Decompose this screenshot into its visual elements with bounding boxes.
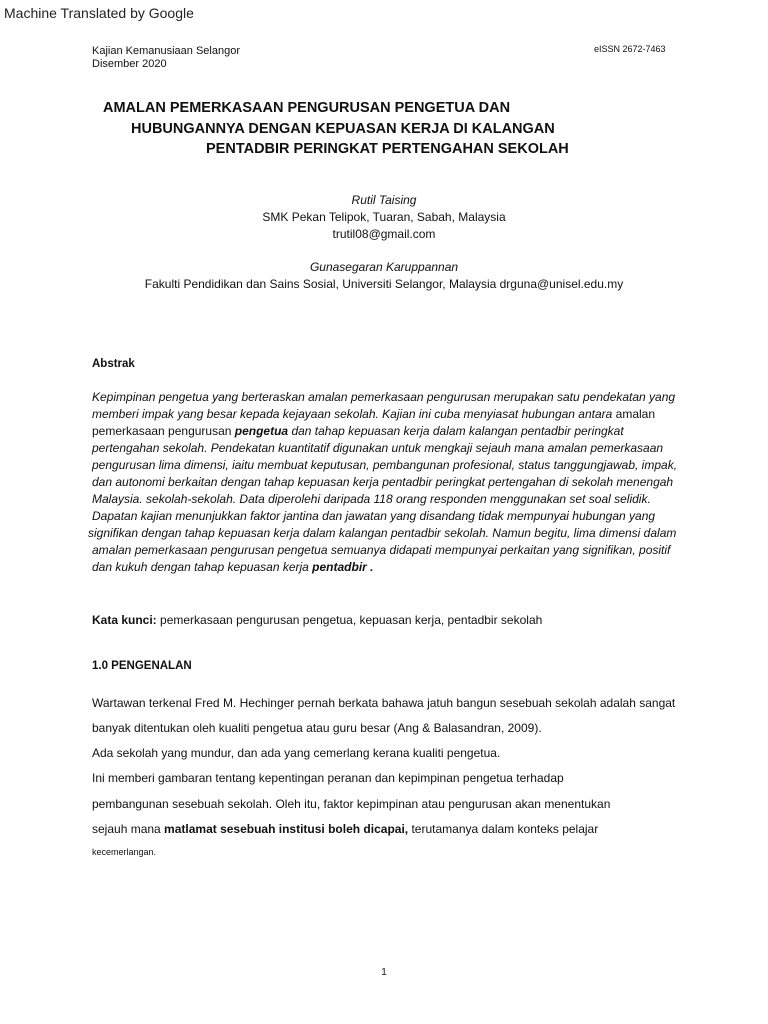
- body-line: sejauh mana matlamat sesebuah institusi boleh dicapai, terutamanya dalam konteks pelajar: [92, 822, 599, 836]
- journal-header: [92, 45, 240, 71]
- abstract-line: dan kukuh dengan tahap kepuasan kerja pentadbir .: [92, 560, 374, 574]
- abstract-line: amalan pemerkasaan pengurusan pengetua semuanya didapati mempunyai perkaitan yang signifikan, positif: [92, 543, 671, 557]
- issn-label: eISSN 2672-7463: [594, 44, 666, 54]
- body-line: Wartawan terkenal Fred M. Hechinger pernah berkata bahawa jatuh bangun sesebuah sekolah adalah sangat: [92, 696, 676, 710]
- author1-name: Rutil Taising: [351, 193, 417, 207]
- abstract-line: pengurusan lima dimensi, iaitu membuat keputusan, pembangunan profesional, status tanggungjawab, impak,: [92, 458, 678, 472]
- translation-banner: Machine Translated by Google: [4, 5, 194, 21]
- body-line: kecemerlangan.: [92, 847, 157, 857]
- abstract-line: Malaysia. sekolah-sekolah. Data diperolehi daripada 118 orang responden menggunakan set soal selidik.: [92, 492, 651, 506]
- abstract-emphasis: pentadbir: [312, 560, 367, 574]
- body-emphasis: matlamat sesebuah institusi boleh dicapai,: [164, 822, 409, 836]
- body-line: banyak ditentukan oleh kualiti pengetua atau guru besar (Ang & Balasandran, 2009).: [92, 721, 542, 735]
- paper-title-line-2: HUBUNGANNYA DENGAN KEPUASAN KERJA DI KALANGAN: [131, 121, 555, 137]
- author1-affiliation: SMK Pekan Telipok, Tuaran, Sabah, Malaysia: [262, 210, 506, 224]
- abstract-line: signifikan dengan tahap kepuasan kerja dalam kalangan pentadbir sekolah. Namun begitu, lima dimensi dalam: [88, 526, 677, 540]
- abstract-line: pemerkasaan pengurusan pengetua dan tahap kepuasan kerja dalam kalangan pentadbir peringkat: [92, 424, 624, 438]
- keywords-text: pemerkasaan pengurusan pengetua, kepuasan kerja, pentadbir sekolah: [156, 613, 543, 627]
- author2-name: Gunasegaran Karuppannan: [309, 260, 459, 274]
- abstract-line: dan autonomi berkaitan dengan tahap kepuasan kerja pentadbir peringkat pertengahan di sekolah menengah: [92, 475, 674, 489]
- author1-email: trutil08@gmail.com: [332, 227, 436, 241]
- abstract-line: memberi impak yang besar kepada kejayaan sekolah. Kajian ini cuba menyiasat hubungan antara amalan: [92, 407, 656, 421]
- body-line: pembangunan sesebuah sekolah. Oleh itu, faktor kepimpinan atau pengurusan akan menentukan: [92, 797, 611, 811]
- journal-name: Kajian Kemanusiaan Selangor: [92, 45, 240, 57]
- section-heading: 1.0 PENGENALAN: [92, 660, 192, 672]
- abstract-line: pertengahan sekolah. Pendekatan kuantitatif digunakan untuk mengkaji sejauh mana amalan pemerkasaan: [92, 441, 664, 455]
- keywords-label: Kata kunci:: [92, 613, 157, 627]
- journal-date: Disember 2020: [92, 58, 167, 70]
- abstract-line: Dapatan kajian menunjukkan faktor jantina dan jawatan yang disandang tidak mempunyai hubungan yang: [92, 509, 656, 523]
- paper-title-line-3: PENTADBIR PERINGKAT PERTENGAHAN SEKOLAH: [206, 141, 569, 157]
- body-line: Ini memberi gambaran tentang kepentingan peranan dan kepimpinan pengetua terhadap: [92, 771, 564, 785]
- page-number: 1: [381, 967, 387, 978]
- paper-title-line-1: AMALAN PEMERKASAAN PENGURUSAN PENGETUA DAN: [103, 100, 511, 116]
- abstract-line: Kepimpinan pengetua yang berteraskan amalan pemerkasaan pengurusan merupakan satu pendekatan yang: [92, 390, 676, 404]
- author2-affiliation: Fakulti Pendidikan dan Sains Sosial, Universiti Selangor, Malaysia drguna@unisel.edu.my: [144, 277, 624, 291]
- abstract-emphasis: pengetua: [234, 424, 289, 438]
- abstract-heading: Abstrak: [92, 358, 135, 370]
- body-line: Ada sekolah yang mundur, dan ada yang cemerlang kerana kualiti pengetua.: [92, 746, 501, 760]
- keywords: [92, 613, 542, 627]
